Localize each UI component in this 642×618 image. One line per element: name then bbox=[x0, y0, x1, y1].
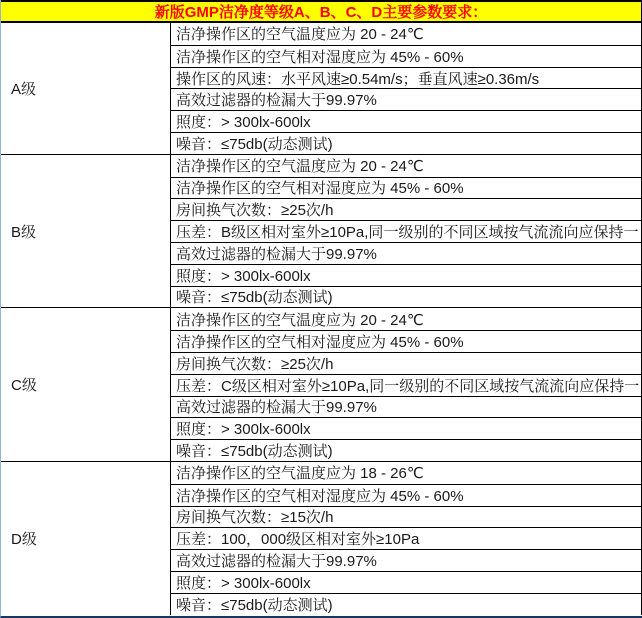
param-row: 噪音：≤75db(动态测试) bbox=[171, 286, 641, 308]
table-title: 新版GMP洁净度等级A、B、C、D主要参数要求： bbox=[1, 0, 642, 23]
param-row: 噪音：≤75db(动态测试) bbox=[171, 132, 641, 154]
param-row: 洁净操作区的空气温度应为 18 - 26℃ bbox=[176, 465, 424, 483]
param-row: 照度：> 300lx-600lx bbox=[171, 110, 641, 132]
section-rows bbox=[171, 308, 641, 461]
param-row: 房间换气次数：≥25次/h bbox=[171, 352, 641, 374]
grade-label-c: C级 bbox=[1, 308, 171, 461]
grade-label-d: D级 bbox=[1, 462, 171, 615]
section-grade-b bbox=[1, 155, 642, 309]
param-row: 压差：C级区相对室外≥10Pa,同一级别的不同区域按气流流向应保持一 bbox=[171, 374, 641, 396]
param-row: 操作区的风速：水平风速≥0.54m/s；垂直风速≥0.36m/s bbox=[171, 67, 641, 89]
param-row: 洁净操作区的空气相对湿度应为 45% - 60% bbox=[171, 484, 641, 506]
section-rows bbox=[171, 155, 641, 308]
param-row: 高效过滤器的检漏大于99.97% bbox=[171, 396, 641, 418]
param-row: 照度：> 300lx-600lx bbox=[171, 417, 641, 439]
section-grade-d bbox=[1, 462, 642, 615]
param-row: 房间换气次数：≥25次/h bbox=[171, 198, 641, 220]
section-rows bbox=[171, 462, 641, 615]
param-row: 压差：B级区相对室外≥10Pa,同一级别的不同区域按气流流向应保持一 bbox=[171, 220, 641, 242]
grade-label-a: A级 bbox=[1, 23, 171, 154]
param-row: 噪音：≤75db(动态测试) bbox=[171, 439, 641, 461]
param-row: 高效过滤器的检漏大于99.97% bbox=[171, 549, 641, 571]
param-row: 洁净操作区的空气温度应为 20 - 24℃ bbox=[176, 26, 424, 44]
param-row: 照度：> 300lx-600lx bbox=[171, 264, 641, 286]
param-row: 洁净操作区的空气相对湿度应为 45% - 60% bbox=[171, 45, 641, 67]
param-row: 洁净操作区的空气相对湿度应为 45% - 60% bbox=[171, 330, 641, 352]
section-rows bbox=[171, 23, 641, 154]
param-row: 压差：100，000级区相对室外≥10Pa bbox=[171, 527, 641, 549]
grade-label-b: B级 bbox=[1, 155, 171, 308]
section-grade-c bbox=[1, 308, 642, 462]
section-grade-a bbox=[1, 23, 642, 155]
param-row: 照度：> 300lx-600lx bbox=[171, 571, 641, 593]
param-row: 洁净操作区的空气温度应为 20 - 24℃ bbox=[176, 158, 424, 176]
param-row: 房间换气次数：≥15次/h bbox=[171, 506, 641, 528]
param-row: 高效过滤器的检漏大于99.97% bbox=[171, 88, 641, 110]
param-row: 噪音：≤75db(动态测试) bbox=[171, 593, 641, 615]
param-row: 洁净操作区的空气温度应为 20 - 24℃ bbox=[176, 311, 424, 329]
param-row: 洁净操作区的空气相对湿度应为 45% - 60% bbox=[171, 177, 641, 199]
param-row: 高效过滤器的检漏大于99.97% bbox=[171, 242, 641, 264]
